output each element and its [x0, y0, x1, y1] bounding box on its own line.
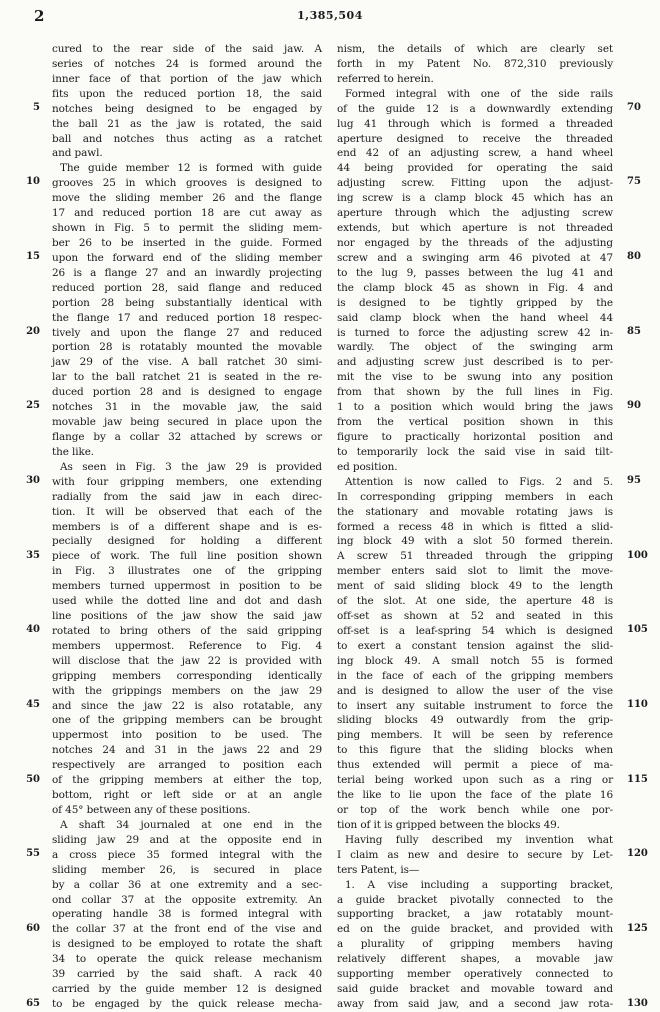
text-line: Attention is now called to Figs. 2 and 5.: [345, 475, 613, 488]
text-line: ed on the guide bracket, and provided with: [337, 923, 613, 936]
text-line: member enters said slot to limit the move-: [337, 565, 613, 578]
text-line: reduced portion 28, said flange and reduced: [52, 281, 322, 294]
line-number: 120: [627, 848, 648, 860]
text-line: with four gripping members, one extending: [52, 475, 322, 488]
text-line: A shaft 34 journaled at one end in the: [60, 818, 322, 831]
text-line: in Fig. 3 illustrates one of the gripping: [52, 565, 322, 578]
line-number: 35: [26, 549, 40, 561]
text-line: of the gripping members at either the top,: [52, 774, 322, 787]
text-line: Formed integral with one of the side rails: [345, 87, 613, 100]
text-line: nor engaged by the threads of the adjusting: [337, 236, 613, 249]
text-line: thus extended will permit a piece of ma-: [337, 759, 613, 772]
right-column-lines: [337, 42, 648, 1012]
text-line: wardly. The object of the swinging arm: [337, 341, 613, 354]
left-column-lines: [26, 42, 322, 1012]
line-number: 25: [26, 400, 40, 412]
text-line: tion. It will be observed that each of the: [52, 505, 322, 518]
line-number: 45: [26, 698, 40, 710]
text-line: the like to lie upon the face of the plate 16: [337, 789, 613, 802]
text-line: move the sliding member 26 and the flange: [52, 192, 322, 205]
text-line: line positions of the jaw show the said jaw: [52, 610, 322, 623]
text-line: tion of it is gripped between the blocks 49.: [337, 818, 560, 831]
text-line: aperture designed to receive the threaded: [337, 132, 613, 145]
text-line: notches 31 in the movable jaw, the said: [52, 401, 322, 414]
text-line: bottom, right or left side or at an angle: [52, 789, 322, 802]
text-line: by a collar 36 at one extremity and a sec-: [52, 878, 322, 891]
text-line: will disclose that the jaw 22 is provided with: [52, 654, 322, 667]
text-line: said guide bracket and movable toward and: [337, 983, 613, 996]
text-line: respectively are arranged to position each: [52, 759, 322, 772]
text-line: the like.: [52, 445, 95, 458]
line-number: 95: [627, 474, 641, 486]
text-line: 44 being provided for operating the said: [337, 162, 613, 175]
text-line: the flange 17 and reduced portion 18 respec-: [52, 311, 322, 324]
text-line: supporting member operatively connected to: [337, 968, 613, 981]
text-line: supporting bracket, a jaw rotatably mount-: [337, 908, 613, 921]
text-line: one of the gripping members can be brought: [52, 714, 322, 727]
text-line: rotated to bring others of the said gripping: [52, 624, 322, 637]
text-line: to this figure that the sliding blocks when: [337, 744, 613, 757]
text-line: a cross piece 35 formed integral with the: [52, 848, 322, 861]
text-line: pecially designed for holding a different: [52, 535, 322, 548]
text-line: the ball 21 as the jaw is rotated, the said: [52, 117, 322, 130]
text-line: piece of work. The full line position shown: [52, 550, 322, 563]
text-line: I claim as new and desire to secure by Let-: [337, 848, 613, 861]
text-line: notches 24 and 31 in the jaws 22 and 29: [52, 744, 322, 757]
text-line: ber 26 to be inserted in the guide. Formed: [52, 236, 322, 249]
text-line: the clamp block 45 as shown in Fig. 4 and: [337, 281, 613, 294]
text-line: notches being designed to be engaged by: [52, 102, 322, 115]
text-line: ment of said sliding block 49 to the length: [337, 580, 613, 593]
text-line: of 45° between any of these positions.: [52, 804, 251, 817]
text-line: ters Patent, is—: [337, 863, 420, 876]
text-line: carried by the guide member 12 is designed: [52, 983, 322, 996]
text-line: from that shown by the full lines in Fig.: [337, 386, 613, 399]
text-line: off-set is a leaf-spring 54 which is designed: [337, 624, 613, 637]
text-line: of the slot. At one side, the aperture 48 is: [337, 595, 613, 608]
text-line: shown in Fig. 5 to permit the sliding mem-: [52, 222, 322, 235]
text-line: ping members. It will be seen by reference: [337, 729, 613, 742]
text-line: jaw 29 of the vise. A ball ratchet 30 simi-: [52, 356, 322, 369]
line-number: 60: [26, 922, 40, 934]
text-line: ing block 49. A small notch 55 is formed: [337, 654, 613, 667]
text-line: grooves 25 in which grooves is designed to: [52, 177, 322, 190]
text-line: end 42 of an adjusting screw, a hand wheel: [337, 147, 613, 160]
text-line: A screw 51 threaded through the gripping: [337, 550, 613, 563]
text-line: series of notches 24 is formed around the: [52, 57, 322, 70]
text-line: portion 28 being substantially identical with: [52, 296, 322, 309]
text-line: uppermost into position to be used. The: [52, 729, 322, 742]
line-number: 20: [26, 325, 40, 337]
text-line: 34 to operate the quick release mechanism: [52, 953, 322, 966]
text-line: members turned uppermost in position to be: [52, 580, 322, 593]
line-number: 5: [33, 101, 40, 113]
line-number: 15: [26, 251, 40, 263]
text-line: lar to the ball ratchet 21 is seated in the re-: [52, 371, 322, 384]
text-line: ing screw is a clamp block 45 which has an: [337, 192, 613, 205]
text-line: The guide member 12 is formed with guide: [60, 162, 322, 175]
text-line: to the lug 9, passes between the lug 41 and: [337, 266, 613, 279]
text-line: to insert any suitable instrument to force the: [337, 699, 613, 712]
text-line: with the grippings members on the jaw 29: [52, 684, 322, 697]
text-line: tively and upon the flange 27 and reduced: [52, 326, 322, 339]
text-line: 1. A vise including a supporting bracket,: [345, 878, 613, 891]
page-number: 2: [34, 7, 45, 25]
line-number: 125: [627, 922, 648, 934]
line-number: 40: [26, 624, 40, 636]
text-line: nism, the details of which are clearly set: [337, 43, 613, 55]
text-line: and is designed to allow the user of the vise: [337, 684, 613, 697]
text-line: and adjusting screw just described is to per-: [337, 356, 613, 369]
text-line: relatively different shapes, a movable jaw: [337, 953, 613, 966]
text-line: said clamp block when the hand wheel 44: [337, 311, 613, 324]
text-line: Having fully described my invention what: [345, 833, 613, 846]
text-line: fits upon the reduced portion 18, the said: [52, 87, 322, 100]
text-line: gripping members corresponding identically: [52, 669, 322, 682]
text-line: the collar 37 at the front end of the vise and: [52, 923, 322, 936]
text-line: the stationary and movable rotating jaws is: [337, 505, 613, 518]
text-line: a guide bracket pivotally connected to the: [337, 893, 613, 906]
text-line: sliding member 26, is secured in place: [52, 863, 322, 876]
left-text-column: [26, 42, 322, 1010]
text-line: inner face of that portion of the jaw which: [52, 72, 322, 85]
line-number: 85: [627, 325, 641, 337]
text-line: to exert a constant tension against the slid-: [337, 639, 613, 652]
patent-number: 1,385,504: [297, 9, 363, 22]
text-line: in the face of each of the gripping members: [337, 669, 613, 682]
line-number: 100: [627, 549, 648, 561]
text-line: flange by a collar 32 attached by screws or: [52, 430, 322, 443]
line-number: 55: [26, 848, 40, 860]
text-line: ond collar 37 at the opposite extremity. An: [52, 893, 322, 906]
text-line: cured to the rear side of the said jaw. A: [52, 43, 322, 55]
text-line: from the vertical position shown in this: [337, 416, 613, 429]
text-line: used while the dotted line and dot and dash: [52, 595, 322, 608]
text-line: a plurality of gripping members having: [337, 938, 613, 951]
text-line: figure to practically horizontal position and: [337, 430, 613, 443]
text-line: radially from the said jaw in each direc-: [52, 490, 322, 503]
text-line: ing block 49 with a slot 50 formed therein.: [337, 535, 613, 548]
text-line: mit the vise to be swung into any position: [337, 371, 613, 384]
text-line: screw and a swinging arm 46 pivoted at 47: [337, 251, 613, 264]
line-number: 70: [627, 101, 641, 113]
text-line: 17 and reduced portion 18 are cut away as: [52, 207, 322, 220]
line-number: 65: [26, 997, 40, 1009]
text-line: sliding blocks 49 outwardly from the grip-: [337, 714, 613, 727]
text-line: members uppermost. Reference to Fig. 4: [52, 639, 322, 652]
text-line: forth in my Patent No. 872,310 previously: [337, 57, 613, 70]
text-line: terial being worked upon such as a ring or: [337, 774, 613, 787]
text-line: upon the forward end of the sliding member: [52, 251, 322, 264]
text-line: lug 41 through which is formed a threaded: [337, 117, 613, 130]
line-number: 50: [26, 773, 40, 785]
line-number: 130: [627, 997, 648, 1009]
text-line: to be engaged by the quick release mecha-: [52, 998, 322, 1010]
text-line: portion 28 is rotatably mounted the movable: [52, 341, 322, 354]
text-line: ed position.: [337, 460, 398, 473]
text-line: is turned to force the adjusting screw 42 in-: [337, 326, 613, 339]
text-line: to temporarily lock the said vise in said tilt-: [337, 445, 613, 458]
text-line: referred to herein.: [337, 72, 434, 85]
text-line: and since the jaw 22 is also rotatable, any: [52, 699, 322, 712]
line-number: 90: [627, 400, 641, 412]
line-number: 80: [627, 251, 641, 263]
line-number: 105: [627, 624, 648, 636]
line-number: 75: [627, 176, 641, 188]
text-line: away from said jaw, and a second jaw rota-: [337, 998, 613, 1010]
text-line: aperture through which the adjusting screw: [337, 207, 613, 220]
text-line: formed a recess 48 in which is fitted a slid-: [337, 520, 613, 533]
text-line: sliding jaw 29 and at the opposite end in: [52, 833, 322, 846]
line-number: 10: [26, 176, 40, 188]
text-line: extends, but which aperture is not threaded: [337, 222, 613, 235]
line-number: 115: [627, 773, 648, 785]
text-line: of the guide 12 is a downwardly extending: [337, 102, 613, 115]
line-number: 30: [26, 474, 40, 486]
text-line: or top of the work bench while one por-: [337, 804, 613, 817]
text-line: 26 is a flange 27 and an inwardly projecting: [52, 266, 322, 279]
text-line: 1 to a position which would bring the jaws: [337, 401, 613, 414]
text-line: ball and notches thus acting as a ratchet: [52, 132, 322, 145]
text-line: members is of a different shape and is es-: [52, 520, 322, 533]
text-line: operating handle 38 is formed integral with: [52, 908, 322, 921]
line-number: 110: [627, 698, 648, 710]
text-line: and pawl.: [52, 147, 103, 160]
text-line: duced portion 28 and is designed to engage: [52, 386, 322, 399]
text-line: In corresponding gripping members in each: [337, 490, 613, 503]
text-line: is designed to be employed to rotate the shaft: [52, 938, 322, 951]
text-line: is designed to be tightly gripped by the: [337, 296, 613, 309]
text-line: off-set as shown at 52 and seated in this: [337, 610, 613, 623]
right-text-column: [337, 42, 648, 1010]
text-line: 39 carried by the said shaft. A rack 40: [52, 968, 322, 981]
text-line: As seen in Fig. 3 the jaw 29 is provided: [60, 460, 322, 473]
text-line: adjusting screw. Fitting upon the adjust-: [337, 177, 613, 190]
text-line: movable jaw being secured in place upon the: [52, 416, 322, 429]
